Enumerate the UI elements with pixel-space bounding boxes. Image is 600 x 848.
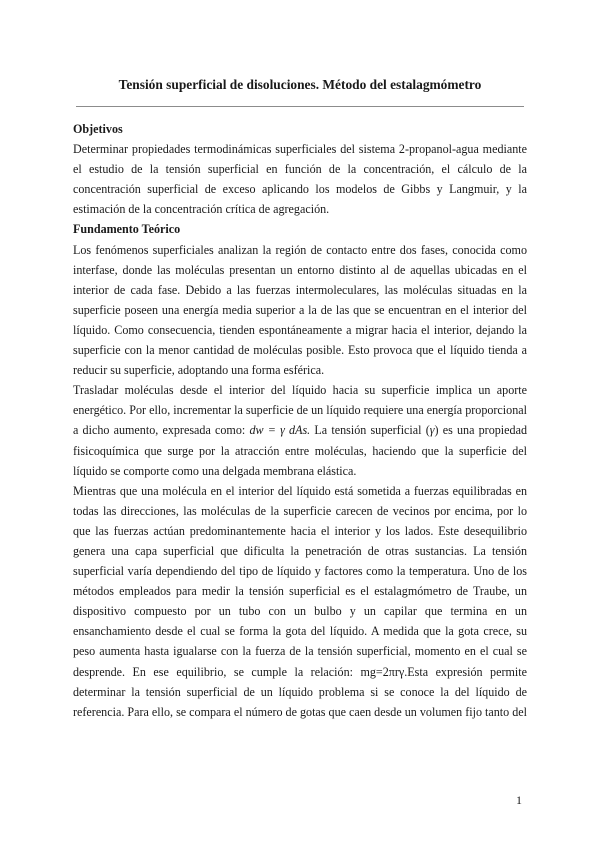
document-body xyxy=(73,119,527,722)
fundamento-paragraph-3: Mientras que una molécula en el interior del líquido está sometida a fuerzas equilibradas en todas las direcciones, las moléculas de la superficie carecen de vecinos por encima, por lo que las fuerzas actúan predominantemente hacia el interior y los lados. Este desequilibrio genera una capa superficial que dificulta la penetración de otras sustancias. La tensión superficial varía dependiendo del tipo de líquido y factores como la temperatura. Uno de los métodos empleados para medir la tensión superficial es el estalagmómetro de Traube, un dispositivo compuesto por un tubo con un bulbo y un capilar que termina en un ensanchamiento desde el cual se forma la gota del líquido. A medida que la gota crece, su peso aumenta hasta igualarse con la fuerza de la tensión superficial, momento en el cual se desprende. En ese equilibrio, se cumple la relación: mg=2πrγ.Esta expresión permite determinar la tensión superficial de un líquido problema si se conoce la del líquido de referencia. Para ello, se compara el número de gotas que caen desde un volumen fijo tanto del xyxy=(73,483,528,719)
work-formula: dw = γ dAs. xyxy=(249,423,311,438)
objetivos-paragraph: Determinar propiedades termodinámicas superficiales del sistema 2-propanol-agua mediante el estudio de la tensión superficial en función de la concentración, el cálculo de la concentración superficial de exceso aplicando los modelos de Gibbs y Langmuir, y la estimación de la concentración crítica de agregación. xyxy=(73,142,527,217)
gamma-symbol: γ xyxy=(429,423,435,438)
paragraph-2-text-c: ) es una propiedad fisicoquímica que surge por la atracción entre moléculas, haciendo que la superficie del líquido se comporte como una delgada membrana elástica. xyxy=(73,423,527,478)
paragraph-2-text-b: La tensión superficial ( xyxy=(310,423,430,438)
page-number: 1 xyxy=(516,793,522,807)
fundamento-heading: Fundamento Teórico xyxy=(73,222,181,237)
document-title: Tensión superficial de disoluciones. Método del estalagmómetro xyxy=(118,77,482,92)
title-divider xyxy=(76,106,524,107)
fundamento-paragraph-2 xyxy=(73,380,527,480)
paragraph-2-text-a: Trasladar moléculas desde el interior del líquido hacia su superficie implica un aporte energético. Por ello, incrementar la superficie de un líquido requiere una energía proporcional a dicho aumento, expresada como: xyxy=(73,383,527,438)
fundamento-paragraph-1: Los fenómenos superficiales analizan la región de contacto entre dos fases, conocida como interfase, donde las moléculas presentan un entorno distinto al de aquellas ubicadas en el interior de cada fase. Debido a las fuerzas intermoleculares, las moléculas situadas en la superficie poseen una energía media superior a la de las que se encuentran en el interior del líquido. Como consecuencia, tienden espontáneamente a migrar hacia el interior, dejando la superficie con la menor cantidad de moléculas posible. Esto provoca que el líquido tienda a reducir su superficie, adoptando una forma esférica. xyxy=(73,242,527,378)
objetivos-heading: Objetivos xyxy=(73,122,123,136)
